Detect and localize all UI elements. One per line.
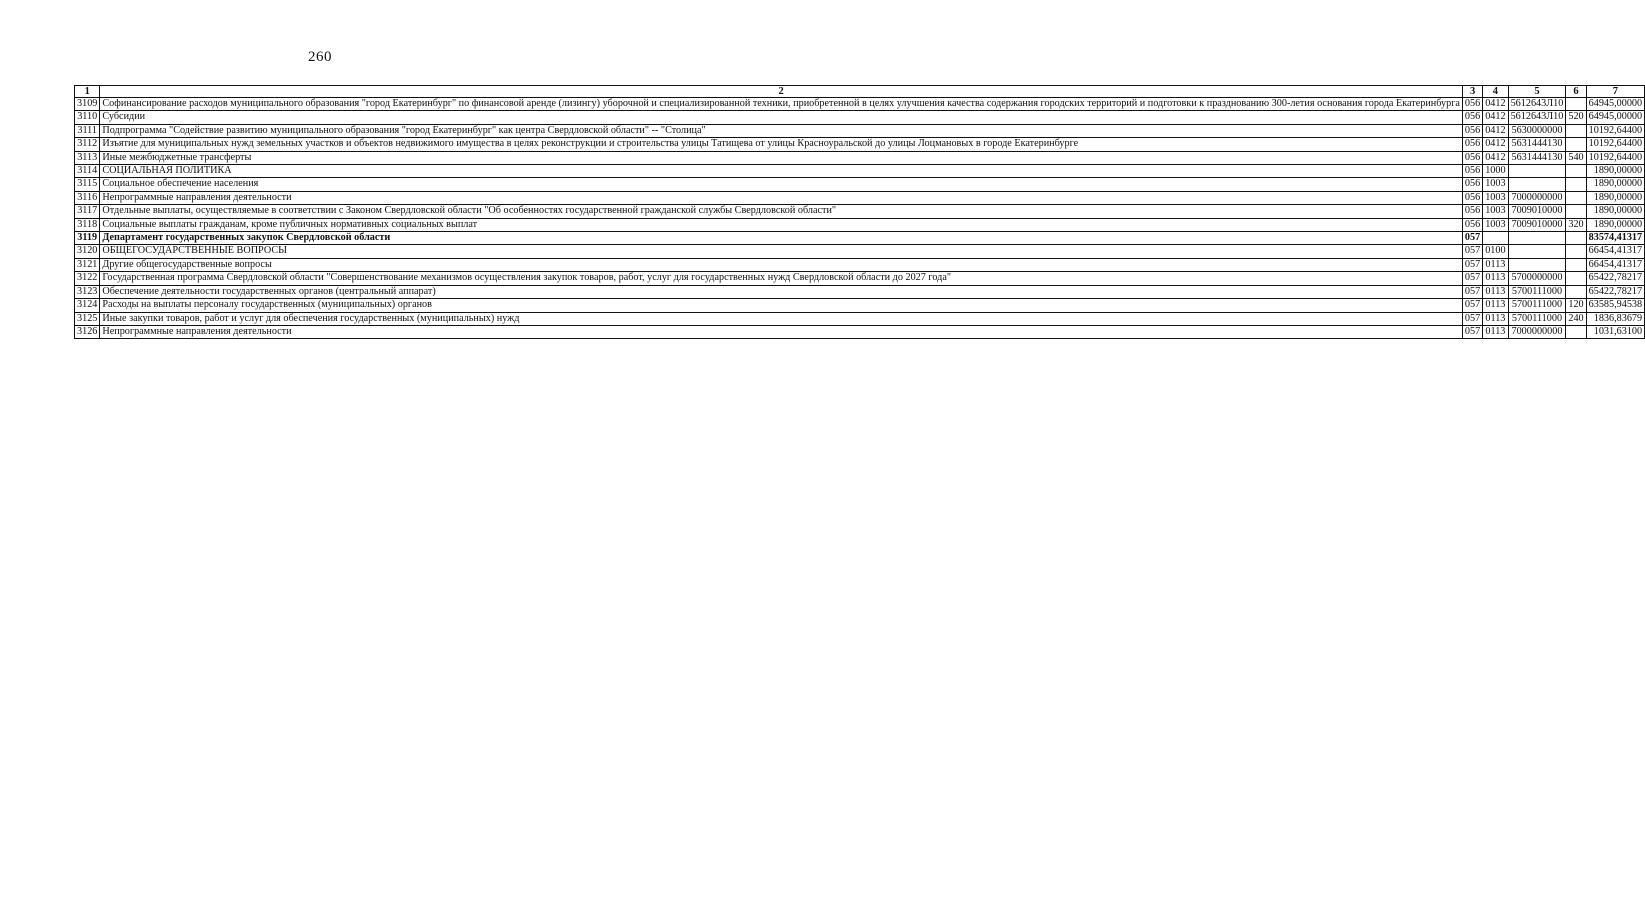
expense-type-code: [1566, 191, 1586, 204]
row-name: Социальное обеспечение населения: [100, 178, 1463, 191]
row-number: 3117: [75, 205, 100, 218]
row-number: 3113: [75, 151, 100, 164]
target-code: [1508, 232, 1566, 245]
target-code: 7009010000: [1508, 205, 1566, 218]
row-name: Департамент государственных закупок Свердловской области: [100, 232, 1463, 245]
row-number: 3119: [75, 232, 100, 245]
target-code: [1508, 245, 1566, 258]
row-number: 3123: [75, 285, 100, 298]
ministry-code: 057: [1462, 312, 1482, 325]
section-code: 0412: [1483, 151, 1508, 164]
row-number: 3125: [75, 312, 100, 325]
target-code: 7000000000: [1508, 325, 1566, 338]
amount: 10192,64400: [1586, 124, 1644, 137]
expense-type-code: [1566, 285, 1586, 298]
target-code: 7000000000: [1508, 191, 1566, 204]
table-row: [75, 191, 1645, 204]
amount: 10192,64400: [1586, 151, 1644, 164]
amount: 83574,41317: [1586, 232, 1644, 245]
section-code: 1003: [1483, 191, 1508, 204]
table-row: [75, 124, 1645, 137]
table-row: [75, 312, 1645, 325]
row-number: 3110: [75, 111, 100, 124]
expense-type-code: [1566, 165, 1586, 178]
amount: 1890,00000: [1586, 205, 1644, 218]
expense-type-code: [1566, 232, 1586, 245]
row-name: Непрограммные направления деятельности: [100, 325, 1463, 338]
section-code: 0113: [1483, 325, 1508, 338]
section-code: 0113: [1483, 285, 1508, 298]
row-name: Подпрограмма "Содействие развитию муниципального образования "город Екатеринбург" как центра Свердловской области" -- "Столица": [100, 124, 1463, 137]
ministry-code: 056: [1462, 138, 1482, 151]
target-code: 5700111000: [1508, 285, 1566, 298]
row-name: Иные закупки товаров, работ и услуг для обеспечения государственных (муниципальных) нужд: [100, 312, 1463, 325]
amount: 64945,00000: [1586, 111, 1644, 124]
ministry-code: 056: [1462, 165, 1482, 178]
row-name: Субсидии: [100, 111, 1463, 124]
table-row: [75, 165, 1645, 178]
section-code: 0412: [1483, 111, 1508, 124]
ministry-code: 056: [1462, 191, 1482, 204]
table-row: [75, 178, 1645, 191]
ministry-code: 056: [1462, 111, 1482, 124]
expense-type-code: 540: [1566, 151, 1586, 164]
expense-type-code: [1566, 258, 1586, 271]
target-code: 5700111000: [1508, 312, 1566, 325]
row-name: Другие общегосударственные вопросы: [100, 258, 1463, 271]
section-code: 1003: [1483, 218, 1508, 231]
amount: 65422,78217: [1586, 285, 1644, 298]
section-code: 0113: [1483, 299, 1508, 312]
expense-type-code: [1566, 205, 1586, 218]
ministry-code: 056: [1462, 178, 1482, 191]
row-number: 3116: [75, 191, 100, 204]
amount: 1836,83679: [1586, 312, 1644, 325]
amount: 1890,00000: [1586, 218, 1644, 231]
table-row: [75, 258, 1645, 271]
table-row: [75, 111, 1645, 124]
target-code: 5612643Л10: [1508, 98, 1566, 111]
row-number: 3115: [75, 178, 100, 191]
amount: 65422,78217: [1586, 272, 1644, 285]
table-row: [75, 325, 1645, 338]
ministry-code: 056: [1462, 124, 1482, 137]
section-code: 1000: [1483, 165, 1508, 178]
column-header: 5: [1508, 86, 1566, 98]
section-code: 0100: [1483, 245, 1508, 258]
table-row: [75, 98, 1645, 111]
section-code: 0113: [1483, 272, 1508, 285]
row-name: СОЦИАЛЬНАЯ ПОЛИТИКА: [100, 165, 1463, 178]
target-code: [1508, 258, 1566, 271]
row-name: Обеспечение деятельности государственных органов (центральный аппарат): [100, 285, 1463, 298]
expense-type-code: 520: [1566, 111, 1586, 124]
expense-type-code: [1566, 245, 1586, 258]
budget-table-body: [75, 98, 1645, 339]
expense-type-code: 120: [1566, 299, 1586, 312]
row-number: 3118: [75, 218, 100, 231]
target-code: 5631444130: [1508, 151, 1566, 164]
column-header: 3: [1462, 86, 1482, 98]
section-code: 1003: [1483, 178, 1508, 191]
column-header: 6: [1566, 86, 1586, 98]
ministry-code: 057: [1462, 325, 1482, 338]
section-code: 1003: [1483, 205, 1508, 218]
ministry-code: 057: [1462, 258, 1482, 271]
ministry-code: 057: [1462, 232, 1482, 245]
target-code: 5612643Л10: [1508, 111, 1566, 124]
row-number: 3111: [75, 124, 100, 137]
amount: 63585,94538: [1586, 299, 1644, 312]
row-name: Иные межбюджетные трансферты: [100, 151, 1463, 164]
target-code: 5700000000: [1508, 272, 1566, 285]
ministry-code: 057: [1462, 272, 1482, 285]
target-code: 7009010000: [1508, 218, 1566, 231]
ministry-code: 057: [1462, 299, 1482, 312]
row-number: 3120: [75, 245, 100, 258]
table-row: [75, 151, 1645, 164]
expense-type-code: [1566, 325, 1586, 338]
expense-type-code: [1566, 178, 1586, 191]
row-number: 3122: [75, 272, 100, 285]
amount: 64945,00000: [1586, 98, 1644, 111]
ministry-code: 056: [1462, 98, 1482, 111]
section-code: 0113: [1483, 312, 1508, 325]
table-row: [75, 272, 1645, 285]
section-code: 0412: [1483, 98, 1508, 111]
table-row: [75, 138, 1645, 151]
expense-type-code: [1566, 124, 1586, 137]
row-number: 3112: [75, 138, 100, 151]
table-header-row: [75, 86, 1645, 98]
ministry-code: 056: [1462, 218, 1482, 231]
amount: 66454,41317: [1586, 258, 1644, 271]
row-name: Государственная программа Свердловской области "Совершенствование механизмов осуществления закупок товаров, работ, услуг для государственных нужд Свердловской области до 2027 года": [100, 272, 1463, 285]
amount: 10192,64400: [1586, 138, 1644, 151]
section-code: [1483, 232, 1508, 245]
target-code: 5630000000: [1508, 124, 1566, 137]
amount: 1890,00000: [1586, 178, 1644, 191]
ministry-code: 056: [1462, 205, 1482, 218]
row-name: Непрограммные направления деятельности: [100, 191, 1463, 204]
target-code: [1508, 178, 1566, 191]
table-row: [75, 285, 1645, 298]
row-number: 3121: [75, 258, 100, 271]
column-header: 2: [100, 86, 1463, 98]
row-name: Социальные выплаты гражданам, кроме публичных нормативных социальных выплат: [100, 218, 1463, 231]
budget-table: [74, 85, 1645, 339]
section-code: 0412: [1483, 124, 1508, 137]
section-code: 0113: [1483, 258, 1508, 271]
table-row: [75, 299, 1645, 312]
row-name: ОБЩЕГОСУДАРСТВЕННЫЕ ВОПРОСЫ: [100, 245, 1463, 258]
row-number: 3114: [75, 165, 100, 178]
expense-type-code: [1566, 98, 1586, 111]
ministry-code: 056: [1462, 151, 1482, 164]
target-code: [1508, 165, 1566, 178]
expense-type-code: [1566, 272, 1586, 285]
page-number: 260: [308, 49, 332, 65]
table-row: [75, 205, 1645, 218]
ministry-code: 057: [1462, 285, 1482, 298]
amount: 1031,63100: [1586, 325, 1644, 338]
row-number: 3126: [75, 325, 100, 338]
column-header: 1: [75, 86, 100, 98]
ministry-code: 057: [1462, 245, 1482, 258]
column-header: 4: [1483, 86, 1508, 98]
expense-type-code: [1566, 138, 1586, 151]
row-name: Изъятие для муниципальных нужд земельных участков и объектов недвижимого имущества в целях реконструкции и строительства улицы Татищева от улицы Красноуральской до улицы Лоцмановых в городе Екатеринбурге: [100, 138, 1463, 151]
amount: 1890,00000: [1586, 165, 1644, 178]
row-name: Софинансирование расходов муниципального образования "город Екатеринбург" по финансовой аренде (лизингу) уборочной и специализированной техники, приобретенной в целях улучшения качества содержания городских территорий и подготовки к празднованию 300-летия основания города Екатеринбурга: [100, 98, 1463, 111]
amount: 1890,00000: [1586, 191, 1644, 204]
table-row: [75, 232, 1645, 245]
table-row: [75, 245, 1645, 258]
row-number: 3124: [75, 299, 100, 312]
target-code: 5631444130: [1508, 138, 1566, 151]
column-header: 7: [1586, 86, 1644, 98]
section-code: 0412: [1483, 138, 1508, 151]
amount: 66454,41317: [1586, 245, 1644, 258]
expense-type-code: 240: [1566, 312, 1586, 325]
row-name: Расходы на выплаты персоналу государственных (муниципальных) органов: [100, 299, 1463, 312]
row-name: Отдельные выплаты, осуществляемые в соответствии с Законом Свердловской области "Об особенностях государственной гражданской службы Свердловской области": [100, 205, 1463, 218]
target-code: 5700111000: [1508, 299, 1566, 312]
table-row: [75, 218, 1645, 231]
expense-type-code: 320: [1566, 218, 1586, 231]
row-number: 3109: [75, 98, 100, 111]
